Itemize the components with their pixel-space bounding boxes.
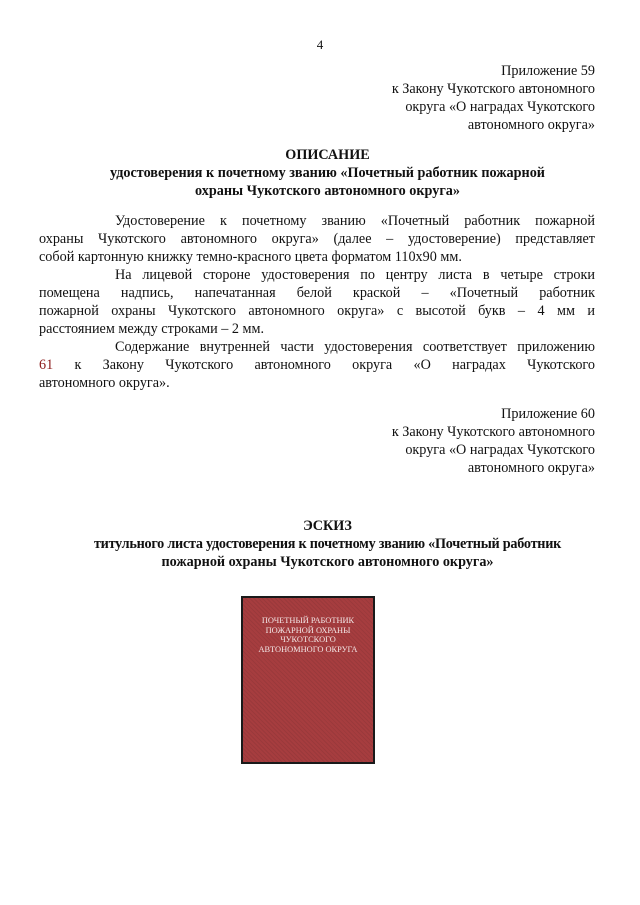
appendix-59-header (330, 62, 595, 134)
appendix-59-line: округа «О наградах Чукотского (405, 99, 595, 115)
sketch-heading (60, 517, 595, 571)
paragraph-line-rest: к Закону Чукотского автономного округа «О наградах Чукотского (53, 357, 595, 373)
sketch-subtitle-line: титульного листа удостоверения к почетному званию «Почетный работник (93, 536, 562, 552)
paragraph-line: Удостоверение к почетному званию «Почетный работник пожарной (115, 213, 595, 229)
paragraph-line: собой картонную книжку темно-красного цвета форматом 110х90 мм. (39, 249, 462, 265)
description-subtitle-line: удостоверения к почетному званию «Почетный работник пожарной (110, 165, 545, 181)
appendix-60-header (330, 405, 595, 477)
description-title: ОПИСАНИЕ (285, 147, 370, 163)
appendix-60-line: Приложение 60 (501, 406, 595, 422)
paragraph-3 (39, 338, 595, 392)
sketch-title: ЭСКИЗ (303, 518, 352, 534)
sketch-subtitle-line: пожарной охраны Чукотского автономного округа» (161, 554, 494, 570)
description-heading (60, 146, 595, 200)
cover-line: ПОЖАРНОЙ ОХРАНЫ (265, 625, 351, 635)
appendix-60-line: автономного округа» (467, 460, 595, 476)
paragraph-line: На лицевой стороне удостоверения по центру листа в четыре строки (115, 267, 595, 283)
page-number: 4 (316, 37, 324, 52)
description-body (39, 212, 595, 392)
appendix-59-line: Приложение 59 (501, 63, 595, 79)
paragraph-line: охраны Чукотского автономного округа» (далее – удостоверение) представляет (39, 231, 595, 247)
cover-line: АВТОНОМНОГО ОКРУГА (258, 644, 358, 654)
paragraph-1 (39, 212, 595, 266)
appendix-60-line: округа «О наградах Чукотского (405, 442, 595, 458)
paragraph-line: пожарной охраны Чукотского автономного округа» с высотой букв – 4 мм и (39, 303, 595, 319)
certificate-cover-sketch (241, 596, 375, 764)
paragraph-line: автономного округа». (39, 375, 170, 391)
paragraph-line: расстоянием между строками – 2 мм. (39, 321, 265, 337)
paragraph-2 (39, 266, 595, 338)
cover-line: ПОЧЕТНЫЙ РАБОТНИК (261, 616, 355, 625)
appendix-60-line: к Закону Чукотского автономного (391, 424, 595, 440)
description-subtitle-line: охраны Чукотского автономного округа» (195, 183, 460, 199)
paragraph-line: Содержание внутренней части удостоверения соответствует приложению (115, 339, 595, 355)
cover-line: ЧУКОТСКОГО (280, 635, 336, 645)
paragraph-line (39, 356, 595, 374)
appendix-59-line: к Закону Чукотского автономного (391, 81, 595, 97)
paragraph-line: помещена надпись, напечатанная белой краской – «Почетный работник (39, 285, 595, 301)
cover-inscription (243, 616, 373, 654)
appendix-59-line: автономного округа» (467, 117, 595, 133)
appendix-61-link[interactable]: 61 (39, 357, 54, 373)
